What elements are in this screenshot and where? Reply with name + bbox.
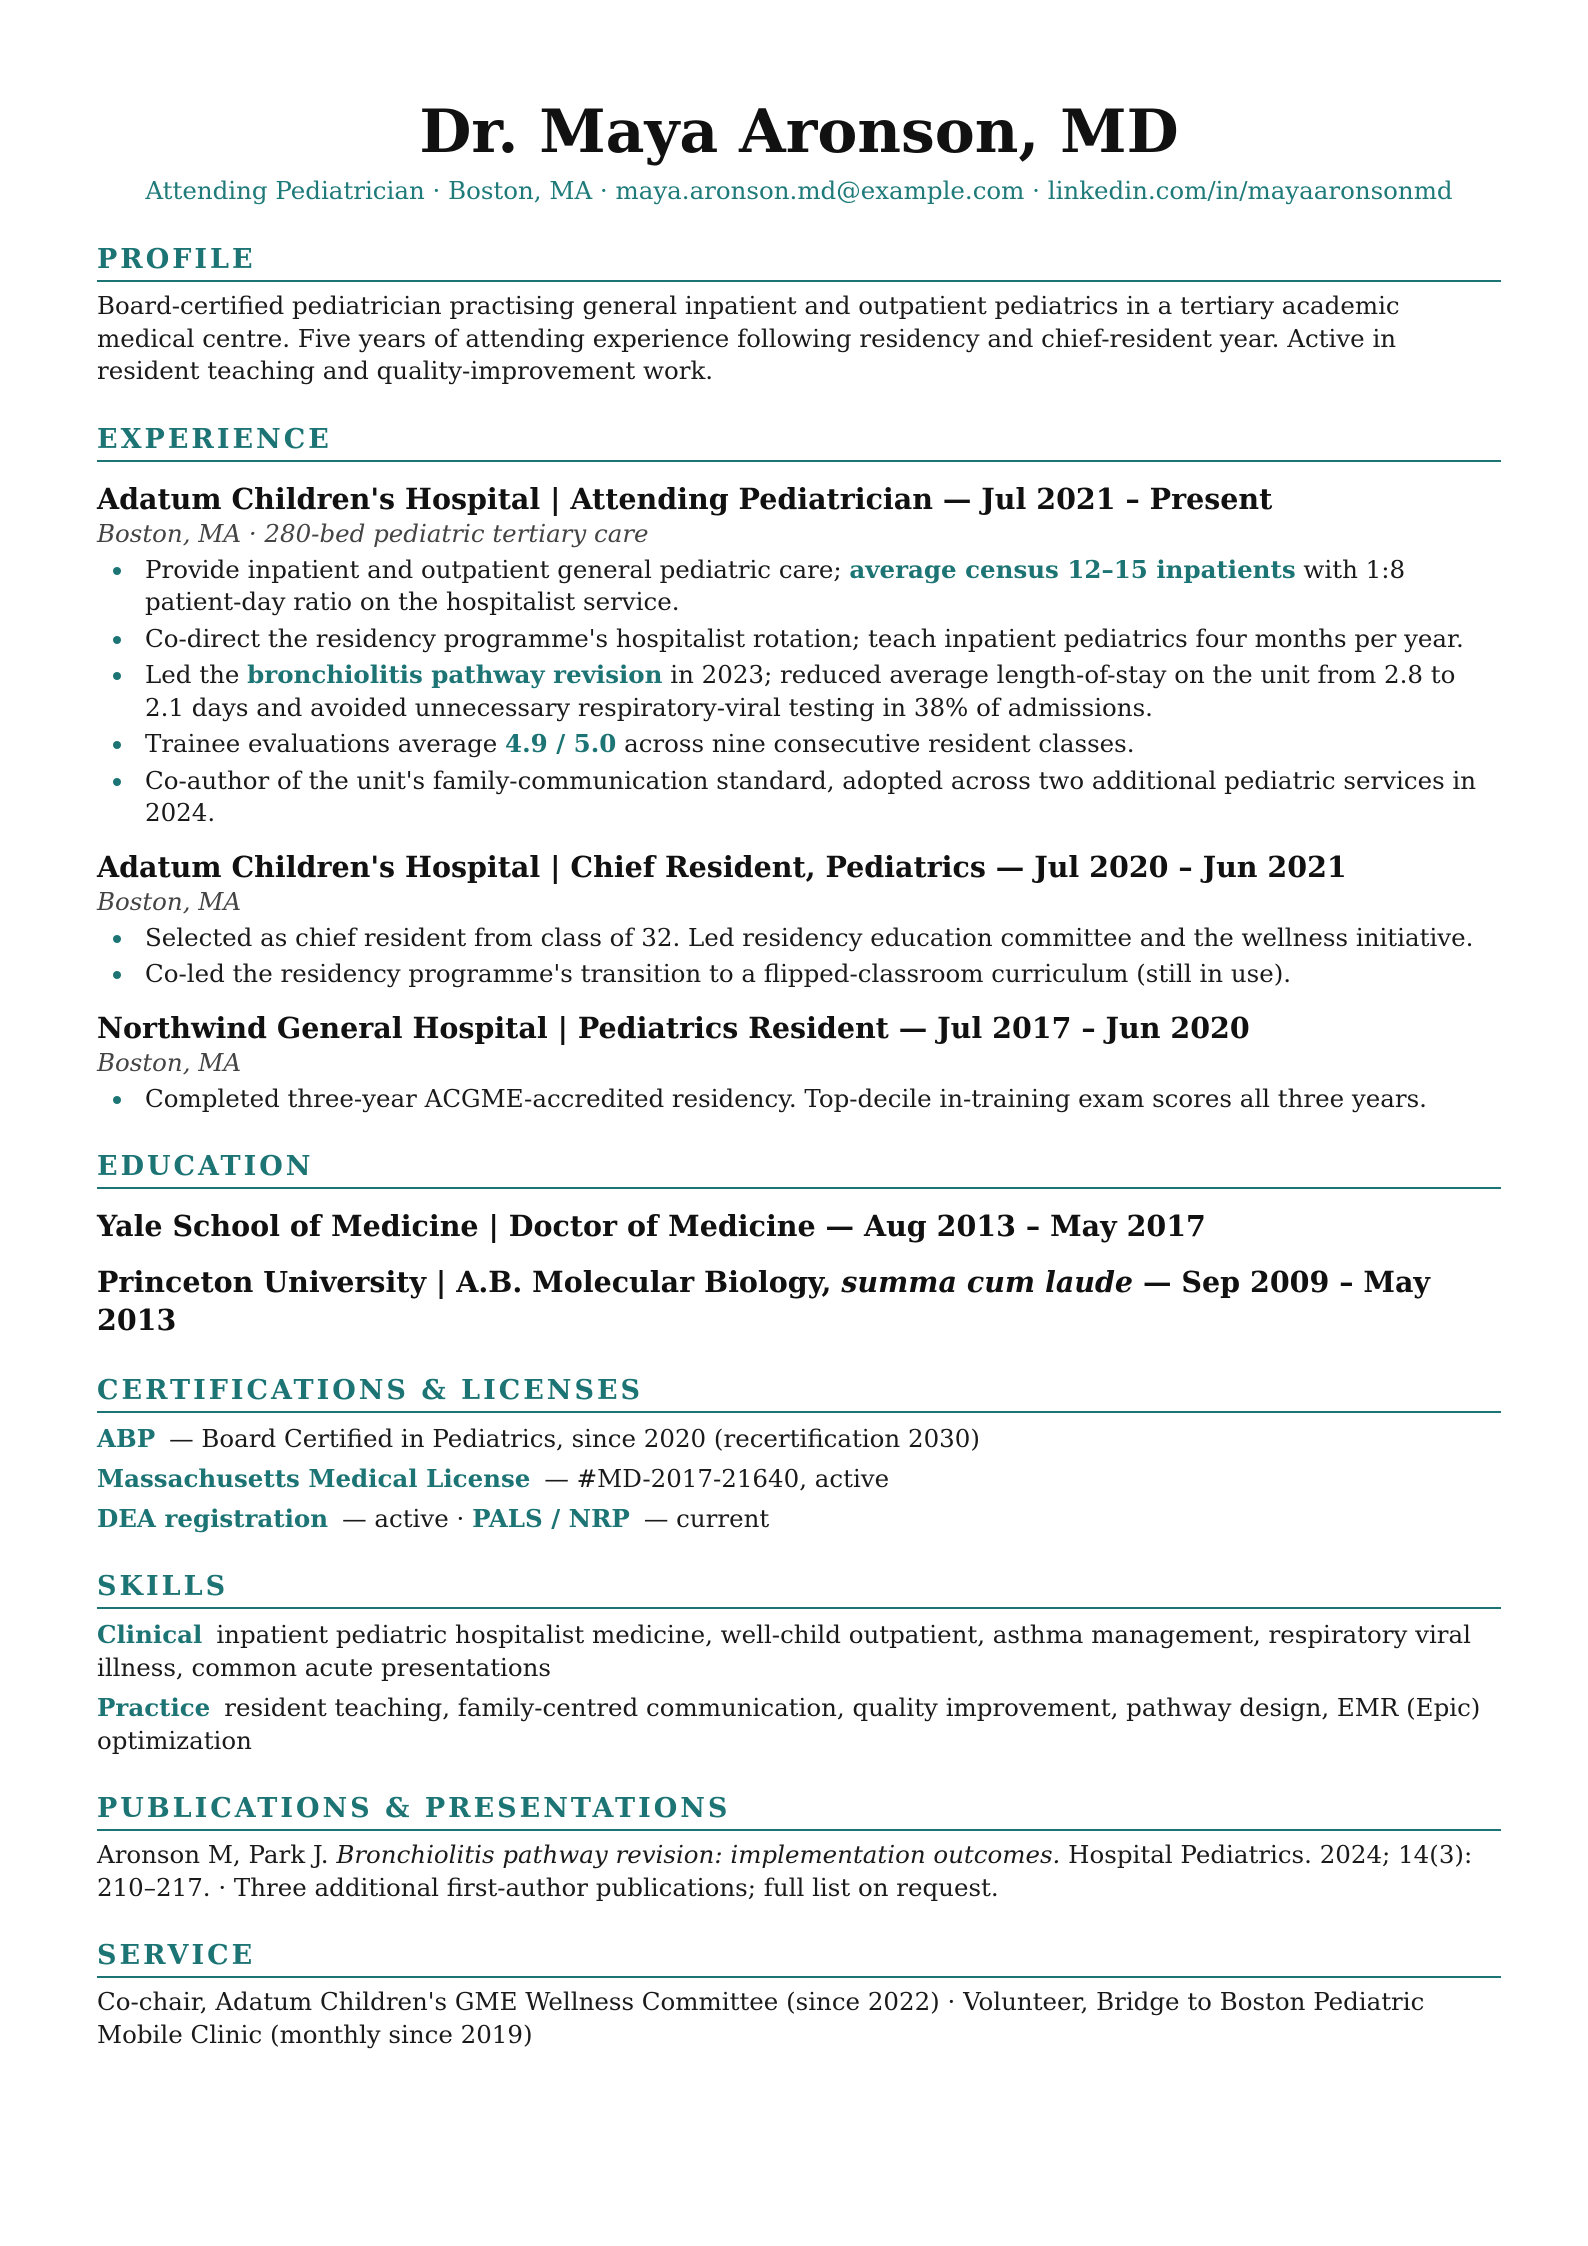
candidate-name: Dr. Maya Aronson, MD bbox=[419, 97, 1179, 167]
bullet-text: Provide inpatient and outpatient general pediatric care; bbox=[145, 554, 850, 584]
publications-text bbox=[97, 1839, 1501, 1904]
job-header: Adatum Children's Hospital | Chief Resident, Pediatrics — Jul 2020 – Jun 2021 bbox=[97, 849, 1347, 884]
highlight-text: 4.9 / 5.0 bbox=[505, 729, 617, 758]
bullet-text: Co-direct the residency programme's hospitalist rotation; teach inpatient pediatrics four months per year. bbox=[145, 623, 1464, 653]
bullet-dot-icon bbox=[113, 567, 121, 575]
bullet-text: Selected as chief resident from class of 32. Led residency education committee and the wellness initiative. bbox=[145, 922, 1474, 952]
bullet-text: with 1:8 patient-day ratio on the hospitalist service. bbox=[145, 554, 1406, 616]
experience-section bbox=[97, 422, 1501, 1116]
bullet-text: Co-author of the unit's family-communication standard, adopted across two additional pediatric services in 2024. bbox=[145, 765, 1477, 827]
section-title-publications: PUBLICATIONS & PRESENTATIONS bbox=[97, 1791, 1501, 1831]
job-header: Adatum Children's Hospital | Attending Pediatrician — Jul 2021 – Present bbox=[97, 481, 1273, 516]
bullet-text: Led the bbox=[145, 660, 248, 689]
job-location: Boston, MA bbox=[97, 1047, 242, 1077]
job-entry-resident bbox=[97, 1009, 1501, 1116]
bullet-item bbox=[97, 1083, 1501, 1116]
education-row-princeton bbox=[97, 1263, 1501, 1339]
cert-label: ABP bbox=[97, 1424, 156, 1453]
section-title-education: EDUCATION bbox=[97, 1149, 1501, 1189]
job-entry-attending bbox=[97, 480, 1501, 830]
skill-label: Practice bbox=[97, 1693, 211, 1722]
cert-row-dea bbox=[97, 1503, 1501, 1535]
education-section bbox=[97, 1149, 1501, 1339]
job-header: Northwind General Hospital | Pediatrics Resident — Jul 2017 – Jun 2020 bbox=[97, 1010, 1250, 1045]
contact-line: Attending Pediatrician · Boston, MA · maya.aronson.md@example.com · linkedin.com/in/mayaaronsonmd bbox=[145, 176, 1453, 205]
resume-content bbox=[97, 96, 1501, 2051]
bullet-text: Co-led the residency programme's transition to a flipped-classroom curriculum (still in use). bbox=[145, 959, 1292, 988]
job-bullets bbox=[97, 922, 1501, 991]
job-bullets bbox=[97, 1083, 1501, 1116]
skills-section bbox=[97, 1569, 1501, 1757]
cert-row-abp bbox=[97, 1423, 1501, 1455]
profile-section bbox=[97, 242, 1501, 388]
education-text: — Sep 2009 – May 2013 bbox=[97, 1265, 1430, 1337]
bullet-item bbox=[97, 659, 1501, 724]
cert-text: — active · bbox=[342, 1504, 473, 1533]
highlight-text: average census 12–15 inpatients bbox=[849, 554, 1296, 584]
skill-row-clinical bbox=[97, 1619, 1501, 1684]
publication-title: Bronchiolitis pathway revision: implementation outcomes. bbox=[336, 1840, 1061, 1869]
publications-section bbox=[97, 1791, 1501, 1904]
profile-text: Board-certified pediatrician practising general inpatient and outpatient pediatrics in a tertiary academic medical centre. Five years of attending experience following residency and chief-resident year. Active in resident teaching and quality-improvement work. bbox=[97, 291, 1400, 385]
bullet-item bbox=[97, 765, 1501, 830]
bullet-text: Trainee evaluations average bbox=[145, 729, 506, 758]
cert-row-license bbox=[97, 1463, 1501, 1495]
education-row-yale: Yale School of Medicine | Doctor of Medicine — Aug 2013 – May 2017 bbox=[97, 1209, 1206, 1243]
job-bullets bbox=[97, 554, 1501, 830]
section-title-service: SERVICE bbox=[97, 1938, 1501, 1978]
bullet-text: across nine consecutive resident classes. bbox=[616, 729, 1135, 758]
cert-label: Massachusetts Medical License bbox=[97, 1464, 531, 1493]
bullet-item bbox=[97, 728, 1501, 761]
bullet-dot-icon bbox=[113, 636, 121, 644]
bullet-dot-icon bbox=[113, 672, 121, 680]
bullet-item bbox=[97, 958, 1501, 991]
bullet-dot-icon bbox=[113, 935, 121, 943]
highlight-text: bronchiolitis pathway revision bbox=[247, 660, 663, 689]
job-location: Boston, MA bbox=[97, 886, 242, 916]
bullet-item bbox=[97, 623, 1501, 656]
cert-label: PALS / NRP bbox=[472, 1504, 630, 1533]
bullet-dot-icon bbox=[113, 778, 121, 786]
job-location: Boston, MA · 280-bed pediatric tertiary care bbox=[97, 518, 649, 548]
job-entry-chief-resident bbox=[97, 848, 1501, 991]
cert-text: — #MD-2017-21640, active bbox=[544, 1464, 890, 1493]
bullet-dot-icon bbox=[113, 741, 121, 749]
education-honors: summa cum laude bbox=[841, 1265, 1134, 1299]
bullet-dot-icon bbox=[113, 1096, 121, 1104]
section-title-experience: EXPERIENCE bbox=[97, 422, 1501, 462]
cert-text: — Board Certified in Pediatrics, since 2020 (recertification 2030) bbox=[169, 1424, 980, 1453]
skill-row-practice bbox=[97, 1692, 1501, 1757]
bullet-text: Completed three-year ACGME-accredited residency. Top-decile in-training exam scores all three years. bbox=[145, 1083, 1427, 1113]
skill-text: resident teaching, family-centred communication, quality improvement, pathway design, EMR (Epic) optimization bbox=[97, 1693, 1481, 1755]
bullet-dot-icon bbox=[113, 971, 121, 979]
cert-text: — current bbox=[643, 1504, 770, 1533]
service-text: Co-chair, Adatum Children's GME Wellness Committee (since 2022) · Volunteer, Bridge to Boston Pediatric Mobile Clinic (monthly since 2019) bbox=[97, 1987, 1425, 2049]
certifications-section bbox=[97, 1373, 1501, 1535]
bullet-text: in 2023; reduced average length-of-stay on the unit from 2.8 to 2.1 days and avoided unnecessary respiratory-viral testing in 38% of admissions. bbox=[145, 660, 1456, 722]
cert-label: DEA registration bbox=[97, 1504, 329, 1533]
section-title-skills: SKILLS bbox=[97, 1569, 1501, 1609]
publication-details: Hospital Pediatrics. 2024; 14(3): 210–217. · Three additional first-author publications; full list on request. bbox=[97, 1840, 1473, 1902]
section-title-certifications: CERTIFICATIONS & LICENSES bbox=[97, 1373, 1501, 1413]
service-section bbox=[97, 1938, 1501, 2051]
publication-authors: Aronson M, Park J. bbox=[97, 1840, 337, 1869]
skill-label: Clinical bbox=[97, 1620, 203, 1649]
section-title-profile: PROFILE bbox=[97, 242, 1501, 282]
bullet-item bbox=[97, 554, 1501, 619]
bullet-item bbox=[97, 922, 1501, 955]
skill-text: inpatient pediatric hospitalist medicine, well-child outpatient, asthma management, respiratory viral illness, common acute presentations bbox=[97, 1620, 1471, 1682]
education-text: Princeton University | A.B. Molecular Biology, bbox=[97, 1265, 842, 1299]
